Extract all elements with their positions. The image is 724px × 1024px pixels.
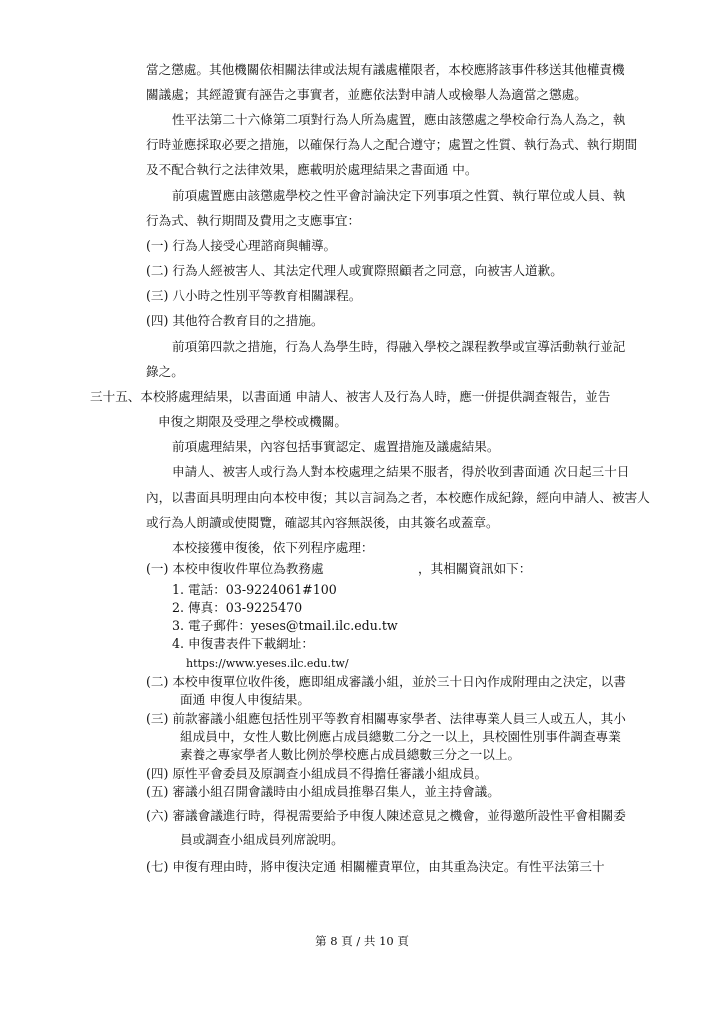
download-url: https://www.yeses.ilc.edu.tw/	[186, 657, 349, 670]
text-line: 本校接獲申復後，依下列程序處理：	[172, 540, 374, 555]
text-line: 申復之期限及受理之學校或機關。	[158, 414, 347, 429]
text-line: 及不配合執行之法律效果，應載明於處理結果之書面通 中。	[146, 162, 478, 177]
text-line: 或行為人朗讀或使閱覽，確認其內容無誤後，由其簽名或蓋章。	[146, 515, 499, 530]
text-line: ，其相關資訊如下：	[418, 561, 532, 576]
text-line: 面通 申復人申復結果。	[180, 692, 310, 707]
text-line: 申請人、被害人或行為人對本校處理之結果不服者，得於收到書面通 次日起三十日	[172, 464, 630, 479]
page-number-footer: 第 8 頁 / 共 10 頁	[315, 934, 409, 948]
text-line: (一) 行為人接受心理諮商與輔導。	[146, 238, 337, 253]
text-line: (三) 八小時之性別平等教育相關課程。	[146, 288, 362, 303]
text-line: (四) 其他符合教育目的之措施。	[146, 313, 324, 328]
text-line: 素養之專家學者人數比例於學校應占成員總數三分之一以上。	[180, 747, 521, 762]
text-line: 關議處；其經證實有誣告之事實者，並應依法對申請人或檢舉人為適當之懲處。	[146, 87, 587, 102]
text-line: 內，以書面具明理由向本校申復；其以言詞為之者，本校應作成紀錄，經向申請人、被害人	[146, 490, 650, 505]
article-heading-line: 三十五、本校將處理結果，以書面通 申請人、被害人及行為人時，應一併提供調查報告，並告	[90, 389, 611, 404]
text-line: (六) 審議會議進行時，得視需要給予申復人陳述意見之機會，並得邀所設性平會相關委	[146, 808, 626, 823]
contact-email: 3. 電子郵件：yeses@tmail.ilc.edu.tw	[172, 618, 398, 633]
text-line: 行時並應採取必要之措施，以確保行為人之配合遵守；處置之性質、執行為式、執行期間	[146, 137, 638, 152]
text-line: 性平法第二十六條第二項對行為人所為處置，應由該懲處之學校命行為人為之，執	[172, 112, 626, 127]
text-line: (七) 申復有理由時，將申復決定通 相關權責單位，由其重為決定。有性平法第三十	[146, 859, 605, 874]
text-line: (二) 本校申復單位收件後，應即組成審議小組，並於三十日內作成附理由之決定，以書	[146, 674, 626, 689]
contact-phone: 1. 電話：03-9224061#100	[172, 582, 337, 597]
text-line: (五) 審議小組召開會議時由小組成員推舉召集人，並主持會議。	[146, 784, 500, 799]
text-line: (一) 本校申復收件單位為教務處	[146, 561, 324, 576]
text-line: 當之懲處。其他機關依相關法律或法規有議處權限者，本校應將該事件移送其他權責機	[146, 62, 625, 77]
text-line: (三) 前款審議小組應包括性別平等教育相關專家學者、法律專業人員三人或五人，其小	[146, 711, 626, 726]
text-line: (四) 原性平會委員及原調查小組成員不得擔任審議小組成員。	[146, 766, 488, 781]
text-line: 前項處理結果，內容包括事實認定、處置措施及議處結果。	[172, 439, 500, 454]
text-line: 行為式、執行期間及費用之支應事宜：	[146, 213, 361, 228]
download-label: 4. 申復書表件下載網址：	[172, 636, 314, 651]
text-line: 前項第四款之措施，行為人為學生時，得融入學校之課程教學或宣導活動執行並記	[172, 339, 626, 354]
contact-fax: 2. 傳真：03-9225470	[172, 600, 303, 615]
text-line: 錄之。	[146, 364, 184, 379]
text-line: 員或調查小組成員列席說明。	[180, 832, 344, 847]
text-line: 前項處置應由該懲處學校之性平會討論決定下列事項之性質、執行單位或人員、執	[172, 188, 626, 203]
text-line: (二) 行為人經被害人、其法定代理人或實際照顧者之同意，向被害人道歉。	[146, 263, 563, 278]
text-line: 組成員中，女性人數比例應占成員總數二分之一以上，具校園性別事件調查專業	[180, 729, 621, 744]
